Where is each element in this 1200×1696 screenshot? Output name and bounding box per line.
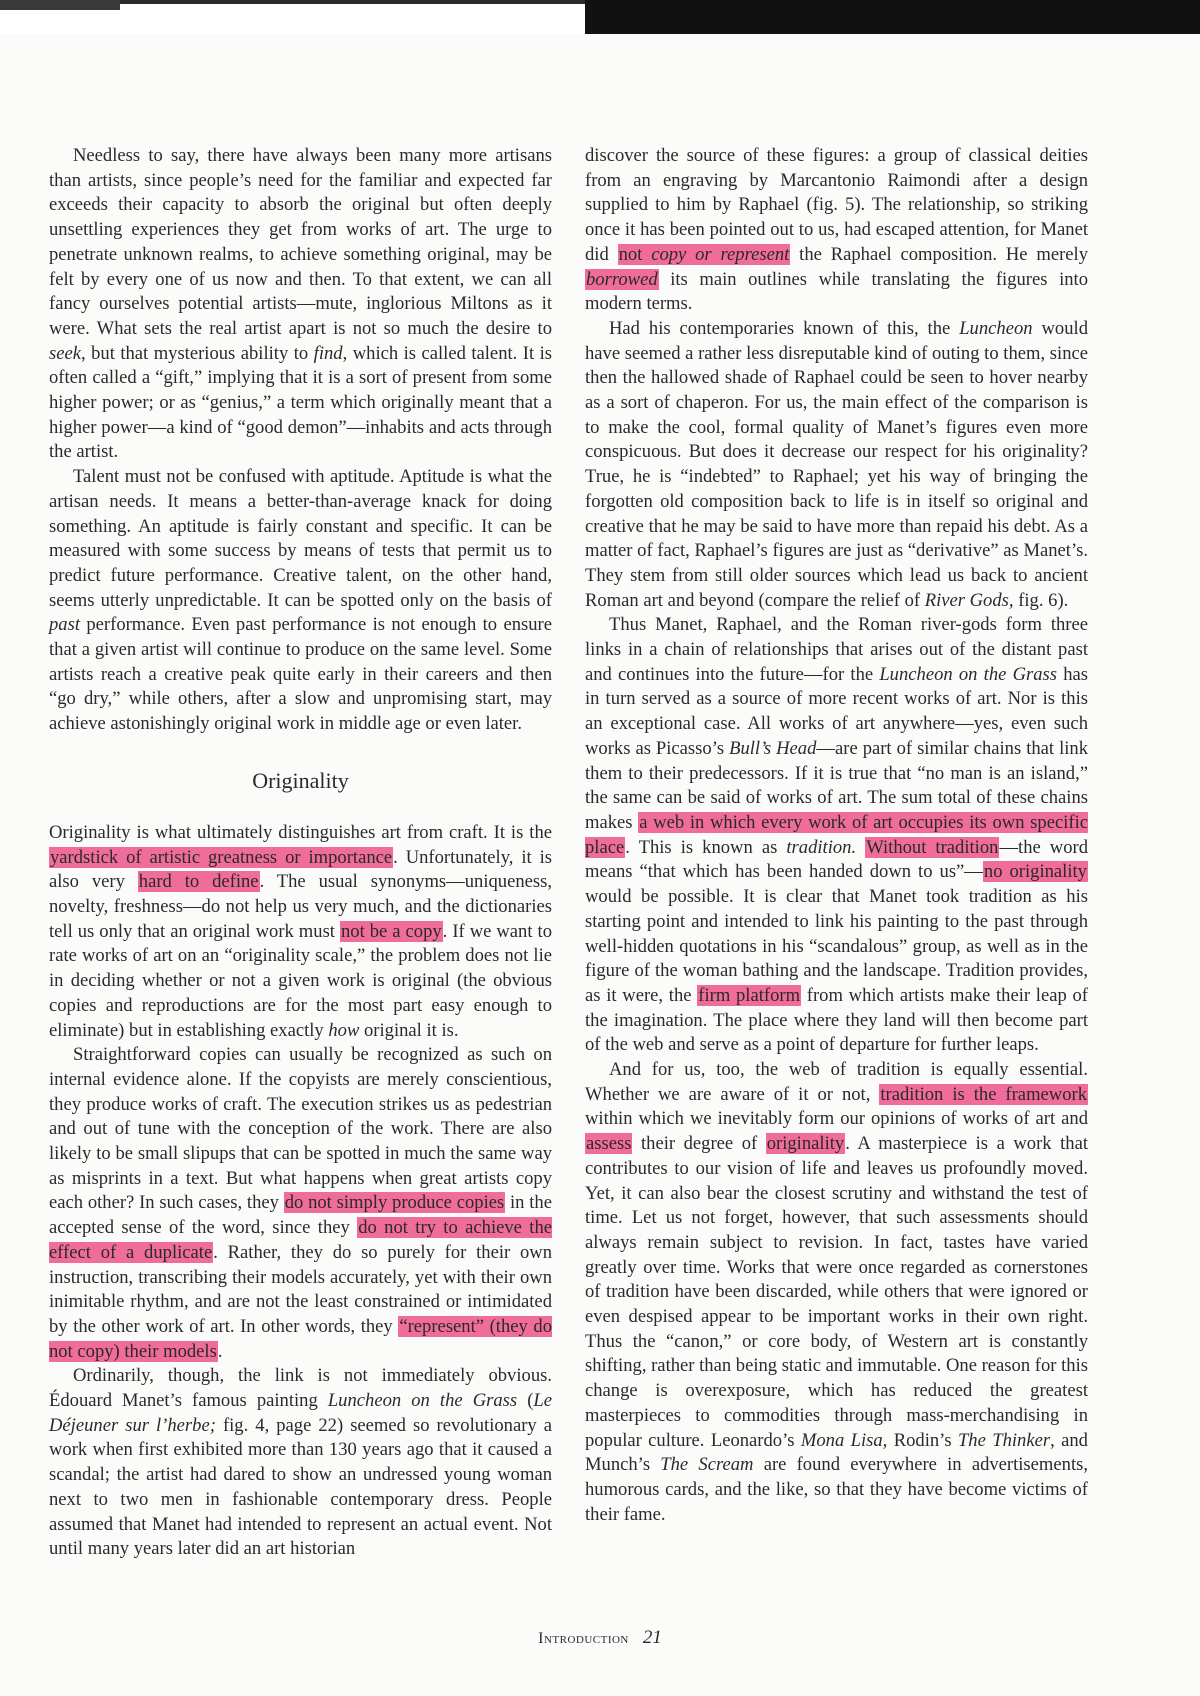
highlight-without-tradition: Without tradition xyxy=(866,836,999,858)
highlight-hard-to-define: hard to define xyxy=(138,871,259,893)
paragraph-contemporaries: Had his contemporaries known of this, the Luncheon would have seemed a rather less disreputable kind of outing to them, since then the hallowed shade of Raphael could be seen to hover nearby as a sort of chaperon. For us, the main effect of the comparison is to make the cool, formal quality of Manet’s figures even more conspicuous. But does it decrease our respect for his originality? True, he is “indebted” to Raphael; yet his way of bringing the forgotten old composition back to life is in itself so original and creative that he may be said to have more than repaid his debt. As a matter of fact, Raphael’s figures are just as “derivative” as Manet’s. They stem from still older sources which lead us back to ancient Roman art and beyond (compare the relief of River Gods, fig. 6). xyxy=(585,317,1088,611)
highlight-web-of-art: a web in which every work of art occupies its own specific place xyxy=(585,811,1089,858)
paragraph-originality: Originality is what ultimately distinguishes art from craft. It is the yardstick of artistic greatness or importance. Unfortunately, it is also very hard to define. The usual synonyms—uniqueness, novelty, freshness—do not help us very much, and the dictionaries tell us only that an original work must not be a copy. If we want to rate works of art on an “originality scale,” the problem does not lie in deciding whether or not a given work is original (the obvious copies and reproductions are for the most part easy enough to eliminate) but in establishing exactly how original it is. xyxy=(49,821,553,1041)
paragraph-tradition: Thus Manet, Raphael, and the Roman river-gods form three links in a chain of relationships that arises out of the distant past and continues into the future—for the Luncheon on the Grass has in turn served as a source of more recent works of art. Nor is this an exceptional case. All works of art anywhere—yes, even such works as Picasso’s Bull’s Head—are part of similar chains that link them to their predecessors. If it is true that “no man is an island,” the same can be said of works of art. The sum total of these chains makes a web in which every work of art occupies its own specific place. This is known as tradition. Without tradition—the word means “that which has been handed down to us”—no originality would be possible. It is clear that Manet took tradition as his starting point and intended to link his painting to the past through well-hidden quotations in his “scandalous” group, as well as in the figure of the woman bathing and the landscape. Tradition provides, as it were, the firm platform from which artists make their leap of the imagination. The place where they land will then become part of the web and serve as a point of departure for further leaps. xyxy=(585,614,1089,1056)
highlight-not-copy-or-represent: not copy or represent xyxy=(618,243,790,265)
paragraph-copies: Straightforward copies can usually be recognized as such on internal evidence alone. If the copyists are merely conscientious, they produce works of craft. The execution strikes us as pedestrian and out of tune with the conception of the work. There are also likely to be small slipups that can be spotted in much the same way as misprints in a text. But what happens when great artists copy each other? In such cases, they do not simply produce copies in the accepted sense of the word, since they do not try to achieve the effect of a duplicate. Rather, they do so purely for their own instruction, transcribing their models accurately, yet with their own inimitable rhythm, and are not the least constrained or intimidated by the other work of art. In other words, they “represent” (they do not copy) their models. xyxy=(49,1044,553,1362)
paragraph-web-of-tradition: And for us, too, the web of tradition is equally essential. Whether we are aware of it or not, tradition is the framework within which we inevitably form our opinions of works of art and assess their degree of originality. A masterpiece is a work that contributes to our vision of life and leaves us profoundly moved. Yet, it can also bear the closest scrutiny and withstand the test of time. Let us not forget, however, that such assessments should always remain subject to revision. In fact, tastes have varied greatly over time. Works that were once regarded as cornerstones of tradition have been discarded, while others that were ignored or even despised appear to be important works in their own right. Thus the “canon,” or core body, of Western art is constantly shifting, rather than being static and immutable. One reason for this change is overexposure, which has reduced the greatest masterpieces to commodities through mass-merchandising in popular culture. Leonardo’s Mona Lisa, Rodin’s The Thinker, and Munch’s The Scream are found everywhere in advertisements, humorous cards, and the like, so that they have become victims of their fame. xyxy=(585,1059,1089,1525)
page-number: 21 xyxy=(642,1627,662,1648)
highlight-not-be-a-copy: not be a copy xyxy=(340,920,442,942)
paragraph-artisans: Needless to say, there have always been many more artisans than artists, since people’s need for the familiar and expected far exceeds their capacity to absorb the original but often deeply unsettling experiences they get from works of art. The urge to penetrate unknown realms, to achieve something original, may be felt by every one of us now and then. To that extent, we can all fancy ourselves potential artists—mute, inglorious Miltons as it were. What sets the real artist apart is not so much the desire to seek, but that mysterious ability to find, which is called talent. It is often called a “gift,” implying that it is a sort of present from some higher power; or as “genius,” a term which originally meant that a higher power—a kind of “good demon”—inhabits and acts through the artist. xyxy=(49,145,552,463)
highlight-no-originality: no originality xyxy=(983,861,1087,883)
highlight-borrowed: borrowed xyxy=(586,268,658,290)
highlight-yardstick: yardstick of artistic greatness or importance xyxy=(50,846,393,868)
highlight-assess: assess xyxy=(586,1133,632,1155)
right-text-column xyxy=(585,144,1088,1527)
highlight-do-not-try-duplicate: do not try to achieve the effect of a duplicate xyxy=(49,1217,553,1263)
page-footer xyxy=(0,1628,1200,1649)
section-heading-originality: Originality xyxy=(252,767,349,793)
highlight-firm-platform: firm platform xyxy=(698,984,801,1006)
paragraph-talent: Talent must not be confused with aptitude. Aptitude is what the artisan needs. It means a better-than-average knack for doing something. An aptitude is fairly constant and specific. It can be measured with some success by means of tests that permit us to predict future performance. Creative talent, on the other hand, seems utterly unpredictable. It can be spotted only on the basis of past performance. Even past performance is not enough to ensure that a given artist will continue to produce on the same level. Some artists reach a creative peak quite early in their careers and then “go dry,” while others, after a slow and unpromising start, may achieve astonishingly original work in middle age or even later. xyxy=(49,466,552,735)
scan-shadow-mid xyxy=(120,0,585,4)
highlight-represent-models: “represent” (they do not copy) their models xyxy=(49,1315,552,1362)
scan-shadow-left xyxy=(0,0,120,10)
paragraph-raphael-source: discover the source of these figures: a group of classical deities from an engraving by Marcantonio Raimondi after a design supplied to him by Raphael (fig. 5). The relationship, so striking once it has been pointed out to us, had escaped attention, for Manet did not copy or represent the Raphael composition. He merely borrowed its main outlines while translating the figures into modern terms. xyxy=(585,145,1088,315)
scan-shadow-right xyxy=(585,0,1200,36)
paragraph-manet: Ordinarily, though, the link is not immediately obvious. Édouard Manet’s famous painting Luncheon on the Grass (Le Déjeuner sur l’herbe; fig. 4, page 22) seemed so revolutionary a work when first exhibited more than 130 years ago that it caused a scandal; the artist had dared to show an undressed young woman next to two men in fashionable contemporary dress. People assumed that Manet had intended to represent an actual event. Not until many years later did an art historian xyxy=(49,1365,552,1560)
highlight-originality: originality xyxy=(766,1133,845,1155)
highlight-tradition-framework: tradition is the framework xyxy=(880,1083,1087,1105)
running-head: Introduction xyxy=(538,1630,629,1647)
left-text-column xyxy=(49,144,552,1562)
highlight-do-not-simply-produce: do not simply produce copies xyxy=(284,1192,505,1214)
